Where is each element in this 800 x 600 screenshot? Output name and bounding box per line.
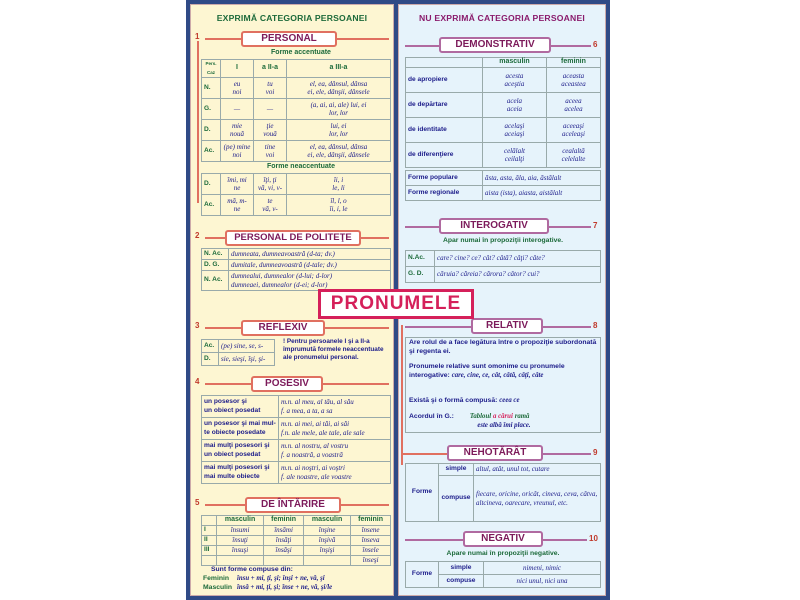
section-line (543, 539, 587, 541)
section-line (543, 453, 591, 455)
simple-label: simple (439, 562, 484, 575)
relative-example-1: Tabloul (469, 413, 492, 420)
relative-homonyms (409, 363, 599, 380)
section-line (551, 45, 591, 47)
cell: însuţi (217, 536, 264, 546)
section-line (205, 237, 225, 239)
case-label: N. Ac. (202, 249, 229, 260)
cell: eu noi (221, 78, 254, 99)
case-label: N. Ac. (202, 271, 229, 291)
cell: te vă, v- (254, 195, 287, 216)
section-number: 8 (593, 321, 598, 330)
row-label: de diferenţiere (406, 143, 483, 168)
cell: însele (351, 546, 391, 556)
section-number: 6 (593, 40, 598, 49)
cell: însăţi (264, 536, 304, 546)
feminine-compound-row (203, 575, 393, 584)
relative-example-2: a cărui (493, 413, 513, 420)
section-line (197, 41, 199, 203)
section-line (405, 45, 439, 47)
section-line (405, 326, 471, 328)
col-header: feminin (351, 516, 391, 526)
section-title-relative: RELATIV (471, 318, 543, 334)
section-line (325, 327, 389, 329)
cell: însuşi (217, 546, 264, 556)
simple-forms-value: altul, atât, unul tot, cutare (474, 464, 601, 476)
section-number: 4 (195, 377, 200, 386)
relative-description: Are rolul de a face legătura între o propoziţie subordonată şi regenta ei. (409, 339, 597, 355)
case-label: D. (202, 120, 221, 141)
case-label: D. (202, 353, 219, 366)
row-label: de apropiere (406, 68, 483, 93)
section-title-negative: NEGATIV (463, 531, 543, 547)
col-header: a II-a (254, 60, 287, 78)
section-line (401, 453, 447, 455)
cell: acesta aceştia (483, 68, 547, 93)
section-number: 5 (195, 498, 200, 507)
possessive-table (201, 395, 391, 484)
cell (264, 556, 304, 566)
cell: — (221, 99, 254, 120)
left-column-header: EXPRIMĂ CATEGORIA PERSOANEI (216, 13, 368, 23)
person-label: III (202, 546, 217, 556)
row-label: un posesor şi un obiect posedat (202, 396, 279, 418)
case-label: Ac. (202, 340, 219, 353)
col-header: I (221, 60, 254, 78)
cell: îi, i le, li (287, 174, 391, 195)
main-title: PRONUMELE (318, 289, 474, 319)
cell: (a, ai, ai, ale) lui, ei lor, lor (287, 99, 391, 120)
cell: m.n. ai noştri, ai voştri f. ale noastre, ale voastre (279, 462, 391, 484)
forms-label: Forme (406, 562, 439, 588)
cell: aceasta aceastea (546, 68, 600, 93)
cell: (pe) sine, se, s- (219, 340, 275, 353)
case-label: Ac. (202, 195, 221, 216)
section-title-personal: PERSONAL (241, 31, 337, 47)
section-number: 9 (593, 448, 598, 457)
cell: tu voi (254, 78, 287, 99)
compound-forms-value: fiecare, oricine, oricât, cineva, ceva, câtva, altcineva, oarecare, vreunul, etc. (474, 476, 601, 522)
cell: (pe) mine noi (221, 141, 254, 162)
feminine-label: Feminin (203, 575, 230, 582)
relative-compound-text: Există şi o formă compusă: (409, 397, 498, 404)
row-label: mai mulţi posesori şi un obiect posedat (202, 440, 279, 462)
relative-example-4-row (409, 422, 599, 431)
relative-example-3: ramă (514, 413, 530, 420)
cell: înşivă (303, 536, 350, 546)
section-number: 7 (593, 221, 598, 230)
col-header: masculin (483, 58, 547, 68)
corner-cell (406, 58, 483, 68)
section-number: 2 (195, 231, 200, 240)
cell: aceea acelea (546, 93, 600, 118)
case-label: D. G. (202, 260, 229, 271)
accented-forms-label: Forme accentuate (271, 49, 331, 56)
relative-agreement (409, 413, 599, 422)
cell: înseşi (351, 556, 391, 566)
cell: însumi (217, 526, 264, 536)
section-title-possessive: POSESIV (251, 376, 323, 392)
case-label: G. (202, 99, 221, 120)
cell: aceeaşi aceleaşi (546, 118, 600, 143)
row-label: un posesor şi mai mul- te obiecte posedate (202, 418, 279, 440)
case-label: N.Ac. (406, 251, 435, 267)
section-title-reflexive: REFLEXIV (241, 320, 325, 336)
personal-unaccented-table (201, 173, 391, 216)
cell: însene (351, 526, 391, 536)
masculine-compound-value: însă + mi, ţi, şi; înse + ne, vă, şi/le (237, 584, 333, 591)
section-number: 3 (195, 321, 200, 330)
negative-table (405, 561, 601, 588)
row-label: de depărtare (406, 93, 483, 118)
section-title-demonstrative: DEMONSTRATIV (439, 37, 551, 53)
simple-forms-value: nimeni, nimic (484, 562, 601, 575)
compound-label: compuse (439, 476, 474, 522)
person-label: I (202, 526, 217, 536)
cell (303, 556, 350, 566)
masculine-label: Masculin (203, 584, 233, 591)
case-label: G. D. (406, 267, 435, 283)
row-label: de identitate (406, 118, 483, 143)
person-label (202, 556, 217, 566)
relative-example-4: este albă îmi place. (477, 422, 531, 429)
feminine-compound-value: însu + mi, ţi, şi; înşi + ne, vă, şi (237, 575, 325, 582)
politeness-table (201, 248, 391, 291)
col-header: masculin (217, 516, 264, 526)
relative-compound (409, 397, 599, 406)
cell: care? cine? ce? cât? câtă? câţi? câte? (435, 251, 601, 267)
section-title-politeness: PERSONAL DE POLITEŢE (225, 230, 361, 246)
section-line (405, 539, 463, 541)
case-label: Ac. (202, 141, 221, 162)
section-line (543, 326, 591, 328)
cell: însămi (264, 526, 304, 536)
simple-label: simple (439, 464, 474, 476)
cell: m.n. al nostru, al vostru f. a noastră, a voastră (279, 440, 391, 462)
cell: mă, m- ne (221, 195, 254, 216)
reflexive-note: ! Pentru persoanele I şi a II-a împrumută formele neaccentuate ale pronumelui personal. (283, 338, 384, 361)
section-line (205, 38, 241, 40)
regional-forms-value: aista (ista), aiasta, aistălalt (483, 186, 601, 201)
cell: căruia? căreia? cărora? câtor? cui? (435, 267, 601, 283)
col-header: a III-a (287, 60, 391, 78)
relative-compound-value: ceea ce (499, 397, 520, 404)
regional-forms-label: Forme regionale (406, 186, 483, 201)
cell: mie nouă (221, 120, 254, 141)
section-line (361, 237, 389, 239)
section-line (401, 325, 403, 465)
cell: m.n. al meu, al tău, al său f. a mea, a ta, a sa (279, 396, 391, 418)
cell: — (254, 99, 287, 120)
negative-note: Apare numai în propoziţii negative. (446, 550, 560, 557)
corner-cell (202, 516, 217, 526)
indefinite-table (405, 463, 601, 522)
section-line (205, 504, 245, 506)
demonstrative-table (405, 57, 601, 168)
cell: îl, l, o îi, i, le (287, 195, 391, 216)
masculine-compound-row (203, 584, 393, 593)
cell: ţie vouă (254, 120, 287, 141)
forms-label: Forme (406, 464, 439, 522)
section-line (337, 38, 389, 40)
relative-homonyms-list: care, cine, ce, cât, câtă, câţi, câte (451, 371, 544, 379)
popular-forms-value: ăsta, asta, ăla, aia, ăstălalt (483, 171, 601, 186)
cell: el, ea, dânsul, dânsa ei, ele, dânşii, dânsele (287, 78, 391, 99)
col-header: feminin (264, 516, 304, 526)
section-number: 10 (589, 534, 598, 543)
section-title-indefinite: NEHOTĂRÂT (447, 445, 543, 461)
compound-label: compuse (439, 575, 484, 588)
section-line (323, 383, 389, 385)
cell: lui, ei lor, lor (287, 120, 391, 141)
cell: dumnealui, dumnealor (d-lui; d-lor) dumneaei, dumnealor (d-ei; d-lor) (229, 271, 391, 291)
right-column-header: NU EXPRIMĂ CATEGORIA PERSOANEI (419, 13, 585, 23)
popular-forms-label: Forme populare (406, 171, 483, 186)
compound-forms-label: Sunt forme compuse din: (211, 566, 293, 573)
cell: înseva (351, 536, 391, 546)
cell: cealaltă celelalte (546, 143, 600, 168)
col-header: masculin (303, 516, 350, 526)
cell: îmi, mi ne (221, 174, 254, 195)
unaccented-forms-label: Forme neaccentuate (266, 163, 336, 170)
cell (217, 556, 264, 566)
personal-accented-table (201, 59, 391, 162)
demonstrative-forms-table (405, 170, 601, 201)
cell: dumitale, dumneavoastră (d-tale; dv.) (229, 260, 391, 271)
cell: el, ea, dânsul, dânsa ei, ele, dânşii, dânsele (287, 141, 391, 162)
cell: îţi, ţi vă, vi, v- (254, 174, 287, 195)
relative-homonyms-text: Pronumele relative sunt omonime cu pronumele interogative: (409, 363, 565, 379)
section-line (405, 226, 439, 228)
section-line (549, 226, 591, 228)
interrogative-table (405, 250, 601, 283)
case-label: D. (202, 174, 221, 195)
cell: înşine (303, 526, 350, 536)
section-line (205, 383, 251, 385)
section-title-interrogative: INTEROGATIV (439, 218, 549, 234)
section-line (341, 504, 389, 506)
cell: înşişi (303, 546, 350, 556)
cell: dumneata, dumneavoastră (d-ta; dv.) (229, 249, 391, 260)
cell: acelaşi aceiaşi (483, 118, 547, 143)
section-number: 1 (195, 32, 200, 41)
section-title-emphatic: DE ÎNTĂRIRE (245, 497, 341, 513)
cell: celălalt ceilalţi (483, 143, 547, 168)
relative-agreement-text: Acordul în G.: (409, 413, 454, 420)
interrogative-note: Apar numai în propoziţii interogative. (442, 237, 564, 244)
row-label: mai mulţi posesori şi mai multe obiecte (202, 462, 279, 484)
corner-cell: Pers. Caz (202, 60, 221, 78)
emphatic-table (201, 515, 391, 566)
reflexive-table (201, 339, 275, 366)
cell: tine voi (254, 141, 287, 162)
section-line (205, 327, 241, 329)
case-label: N. (202, 78, 221, 99)
cell: însăşi (264, 546, 304, 556)
cell: m.n. ai mei, ai tăi, ai săi f.n. ale mele, ale tale, ale sale (279, 418, 391, 440)
compound-forms-value: nici unul, nici una (484, 575, 601, 588)
cell: acela aceia (483, 93, 547, 118)
cell: sie, sieşi, îşi, şi- (219, 353, 275, 366)
person-label: II (202, 536, 217, 546)
col-header: feminin (546, 58, 600, 68)
